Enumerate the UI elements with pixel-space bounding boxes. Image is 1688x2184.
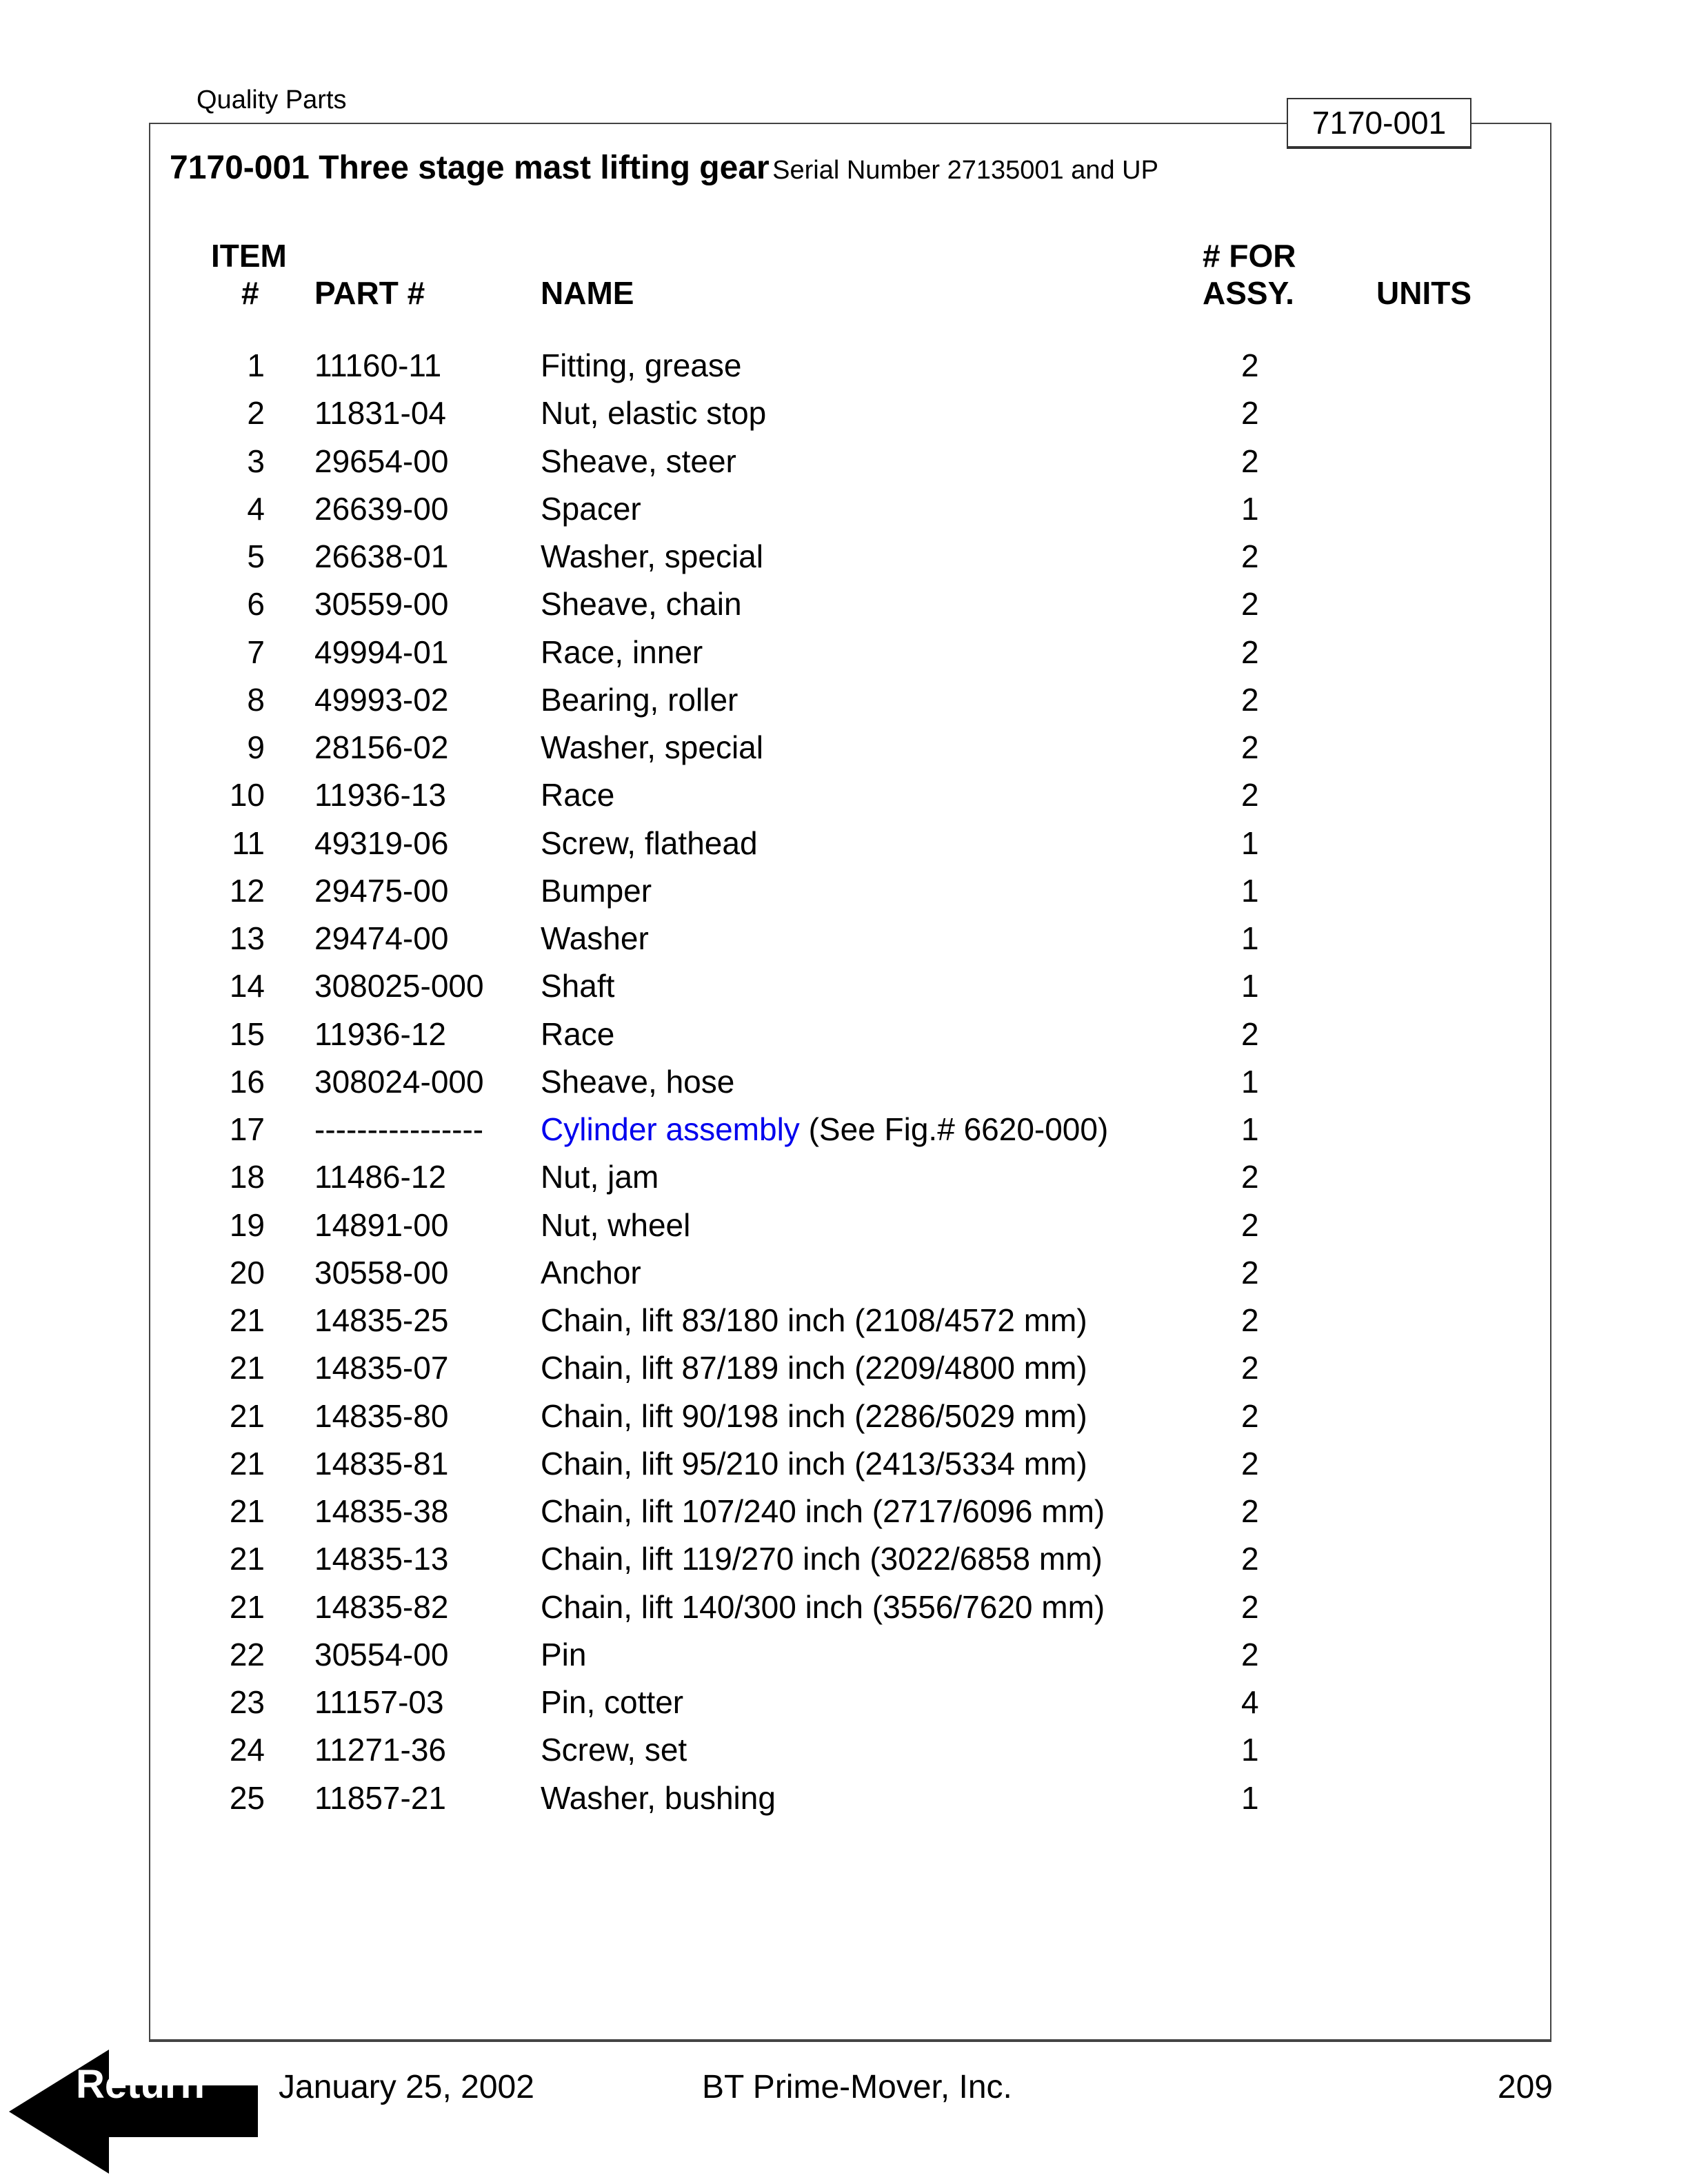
item-number: 19 xyxy=(229,1206,265,1243)
assembly-quantity: 1 xyxy=(1241,872,1259,909)
assembly-quantity: 1 xyxy=(1241,825,1259,861)
part-name: Shaft xyxy=(541,968,615,1004)
item-number: 1 xyxy=(247,347,265,383)
item-number: 25 xyxy=(229,1779,265,1816)
part-number: 29474-00 xyxy=(314,920,449,956)
item-number: 3 xyxy=(247,443,265,479)
part-name: Screw, flathead xyxy=(541,825,758,861)
part-number: 14835-82 xyxy=(314,1588,449,1625)
part-number: 30559-00 xyxy=(314,586,449,623)
table-row xyxy=(0,1348,1688,1396)
assembly-quantity: 1 xyxy=(1241,920,1259,956)
item-number: 23 xyxy=(229,1684,265,1720)
table-row xyxy=(0,1206,1688,1253)
part-number: 11160-11 xyxy=(314,347,442,383)
assembly-quantity: 1 xyxy=(1241,968,1259,1004)
part-name: Chain, lift 83/180 inch (2108/4572 mm) xyxy=(541,1302,1087,1338)
assembly-quantity: 2 xyxy=(1241,729,1259,765)
col-qty-line1: # FOR xyxy=(1203,238,1296,274)
return-label[interactable]: Return xyxy=(76,2062,205,2107)
item-number: 24 xyxy=(229,1732,265,1768)
assembly-quantity: 2 xyxy=(1241,538,1259,574)
table-row xyxy=(0,871,1688,919)
table-row xyxy=(0,1444,1688,1492)
table-row xyxy=(0,1730,1688,1778)
part-name: Nut, elastic stop xyxy=(541,395,767,432)
table-row xyxy=(0,1779,1688,1826)
col-units: UNITS xyxy=(1376,275,1471,311)
table-row xyxy=(0,585,1688,632)
part-number: 308025-000 xyxy=(314,968,484,1004)
table-row xyxy=(0,1539,1688,1587)
part-name: Sheave, chain xyxy=(541,586,742,623)
table-row xyxy=(0,1588,1688,1635)
table-row xyxy=(0,346,1688,394)
table-row xyxy=(0,967,1688,1014)
assembly-quantity: 2 xyxy=(1241,1350,1259,1386)
item-number: 18 xyxy=(229,1159,265,1195)
part-number: 49993-02 xyxy=(314,681,449,718)
table-row xyxy=(0,1157,1688,1205)
assembly-quantity: 1 xyxy=(1241,1111,1259,1147)
table-row xyxy=(0,394,1688,441)
item-number: 21 xyxy=(229,1541,265,1577)
part-number: 14891-00 xyxy=(314,1206,449,1243)
part-name: Chain, lift 90/198 inch (2286/5029 mm) xyxy=(541,1397,1087,1434)
part-name: Sheave, steer xyxy=(541,443,736,479)
item-number: 17 xyxy=(229,1111,265,1147)
table-row xyxy=(0,824,1688,871)
part-name: Pin xyxy=(541,1636,587,1672)
part-number: 14835-81 xyxy=(314,1445,449,1482)
assembly-quantity: 1 xyxy=(1241,1732,1259,1768)
part-name: Bearing, roller xyxy=(541,681,738,718)
part-number: 30558-00 xyxy=(314,1254,449,1291)
part-name: Sheave, hose xyxy=(541,1063,735,1100)
part-name: Chain, lift 119/270 inch (3022/6858 mm) xyxy=(541,1541,1103,1577)
assembly-quantity: 2 xyxy=(1241,777,1259,813)
footer-page-number: 209 xyxy=(1497,2069,1553,2105)
table-row xyxy=(0,1062,1688,1110)
item-number: 9 xyxy=(247,729,265,765)
part-name: Bumper xyxy=(541,872,652,909)
table-row xyxy=(0,1635,1688,1683)
part-name-suffix: (See Fig.# 6620-000) xyxy=(799,1111,1109,1147)
assembly-quantity: 2 xyxy=(1241,1588,1259,1625)
table-row xyxy=(0,680,1688,728)
item-number: 21 xyxy=(229,1397,265,1434)
item-number: 5 xyxy=(247,538,265,574)
part-number: 11486-12 xyxy=(314,1159,446,1195)
item-number: 8 xyxy=(247,681,265,718)
part-number: ---------------- xyxy=(314,1111,484,1147)
part-name: Fitting, grease xyxy=(541,347,742,383)
part-name: Washer, special xyxy=(541,538,763,574)
part-number: 11936-12 xyxy=(314,1015,446,1052)
part-number: 26639-00 xyxy=(314,490,449,527)
table-row xyxy=(0,1301,1688,1348)
item-number: 11 xyxy=(232,825,265,861)
item-number: 22 xyxy=(229,1636,265,1672)
part-number: 14835-38 xyxy=(314,1493,449,1529)
table-row xyxy=(0,776,1688,823)
table-row xyxy=(0,1492,1688,1539)
assembly-quantity: 2 xyxy=(1241,1445,1259,1482)
col-part: PART # xyxy=(314,275,425,311)
table-row xyxy=(0,1683,1688,1730)
table-row xyxy=(0,1397,1688,1444)
item-number: 14 xyxy=(229,968,265,1004)
col-name: NAME xyxy=(541,275,634,311)
cylinder-assembly-link[interactable]: Cylinder assembly xyxy=(541,1111,800,1147)
table-row xyxy=(0,489,1688,537)
part-name: Pin, cotter xyxy=(541,1684,684,1720)
part-number: 11831-04 xyxy=(314,395,446,432)
assembly-quantity: 2 xyxy=(1241,586,1259,623)
part-name: Nut, wheel xyxy=(541,1206,691,1243)
part-name: Screw, set xyxy=(541,1732,687,1768)
part-number: 11857-21 xyxy=(314,1779,446,1816)
page-title xyxy=(170,149,1158,187)
col-item-line1: ITEM xyxy=(211,238,287,274)
part-number: 11157-03 xyxy=(314,1684,444,1720)
table-row xyxy=(0,728,1688,776)
assembly-quantity: 2 xyxy=(1241,634,1259,670)
part-name: Washer, bushing xyxy=(541,1779,776,1816)
item-number: 13 xyxy=(229,920,265,956)
part-number: 14835-25 xyxy=(314,1302,449,1338)
part-number: 11271-36 xyxy=(314,1732,446,1768)
assembly-quantity: 1 xyxy=(1241,490,1259,527)
assembly-quantity: 2 xyxy=(1241,1397,1259,1434)
part-number: 26638-01 xyxy=(314,538,449,574)
part-name: Race, inner xyxy=(541,634,703,670)
part-name: Race xyxy=(541,1015,615,1052)
assembly-quantity: 2 xyxy=(1241,1302,1259,1338)
item-number: 20 xyxy=(229,1254,265,1291)
part-number: 14835-80 xyxy=(314,1397,449,1434)
table-row xyxy=(0,1110,1688,1157)
assembly-quantity: 2 xyxy=(1241,1493,1259,1529)
part-name: Spacer xyxy=(541,490,641,527)
header-label: Quality Parts xyxy=(197,85,347,114)
item-number: 21 xyxy=(229,1350,265,1386)
assembly-quantity: 2 xyxy=(1241,1015,1259,1052)
item-number: 7 xyxy=(247,634,265,670)
assembly-quantity: 2 xyxy=(1241,443,1259,479)
item-number: 10 xyxy=(229,777,265,813)
assembly-quantity: 2 xyxy=(1241,1159,1259,1195)
item-number: 15 xyxy=(229,1015,265,1052)
assembly-quantity: 2 xyxy=(1241,1541,1259,1577)
col-item-line2: # xyxy=(241,275,259,311)
item-number: 2 xyxy=(247,395,265,432)
assembly-quantity: 1 xyxy=(1241,1779,1259,1816)
table-row xyxy=(0,919,1688,967)
item-number: 6 xyxy=(247,586,265,623)
part-name: Chain, lift 87/189 inch (2209/4800 mm) xyxy=(541,1350,1087,1386)
part-name: Washer xyxy=(541,920,649,956)
table-row xyxy=(0,1253,1688,1301)
item-number: 12 xyxy=(229,872,265,909)
part-number: 28156-02 xyxy=(314,729,449,765)
table-row xyxy=(0,537,1688,585)
part-name: Chain, lift 107/240 inch (2717/6096 mm) xyxy=(541,1493,1105,1529)
part-number: 308024-000 xyxy=(314,1063,484,1100)
item-number: 21 xyxy=(229,1302,265,1338)
item-number: 21 xyxy=(229,1445,265,1482)
footer-date: January 25, 2002 xyxy=(279,2069,534,2105)
part-number: 49994-01 xyxy=(314,634,449,670)
part-number: 29475-00 xyxy=(314,872,449,909)
part-name xyxy=(541,1110,1108,1149)
table-row xyxy=(0,442,1688,489)
assembly-quantity: 2 xyxy=(1241,347,1259,383)
item-number: 4 xyxy=(247,490,265,527)
part-name: Nut, jam xyxy=(541,1159,659,1195)
item-number: 16 xyxy=(229,1063,265,1100)
title-serial: Serial Number 27135001 and UP xyxy=(772,156,1158,185)
assembly-quantity: 4 xyxy=(1241,1684,1259,1720)
part-name: Race xyxy=(541,777,615,813)
part-name: Washer, special xyxy=(541,729,763,765)
part-name: Anchor xyxy=(541,1254,641,1291)
assembly-quantity: 2 xyxy=(1241,1206,1259,1243)
part-number: 14835-07 xyxy=(314,1350,449,1386)
assembly-quantity: 1 xyxy=(1241,1063,1259,1100)
part-number: 49319-06 xyxy=(314,825,449,861)
assembly-quantity: 2 xyxy=(1241,1636,1259,1672)
assembly-quantity: 2 xyxy=(1241,1254,1259,1291)
assembly-quantity: 2 xyxy=(1241,395,1259,432)
footer-company: BT Prime-Mover, Inc. xyxy=(702,2069,1012,2105)
col-qty-line2: ASSY. xyxy=(1203,275,1294,311)
title-main: 7170-001 Three stage mast lifting gear xyxy=(170,150,770,186)
item-number: 21 xyxy=(229,1588,265,1625)
part-name: Chain, lift 95/210 inch (2413/5334 mm) xyxy=(541,1445,1087,1482)
part-number: 29654-00 xyxy=(314,443,449,479)
doc-number-box: 7170-001 xyxy=(1287,98,1471,149)
part-number: 11936-13 xyxy=(314,777,446,813)
assembly-quantity: 2 xyxy=(1241,681,1259,718)
part-name: Chain, lift 140/300 inch (3556/7620 mm) xyxy=(541,1588,1105,1625)
table-row xyxy=(0,1015,1688,1062)
table-row xyxy=(0,633,1688,680)
item-number: 21 xyxy=(229,1493,265,1529)
part-number: 14835-13 xyxy=(314,1541,449,1577)
part-number: 30554-00 xyxy=(314,1636,449,1672)
